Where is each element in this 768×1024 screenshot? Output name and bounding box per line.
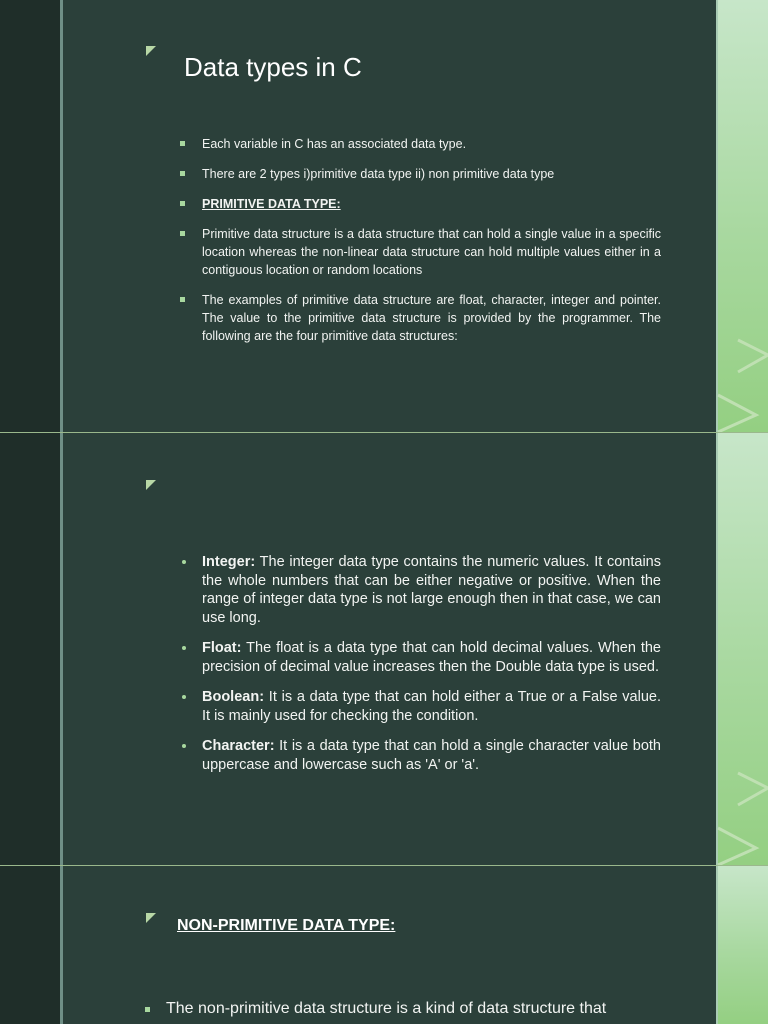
square-bullet-icon — [180, 201, 185, 206]
dot-bullet-icon — [182, 695, 186, 699]
list-item: There are 2 types i)primitive data type ii) non primitive data type — [180, 165, 661, 183]
left-stripe — [0, 866, 60, 1024]
dot-bullet-icon — [182, 560, 186, 564]
slide-flag-icon — [146, 46, 156, 56]
left-stripe — [0, 433, 60, 865]
primitive-heading: PRIMITIVE DATA TYPE: — [202, 197, 341, 211]
right-decor-stripe — [716, 433, 768, 865]
list-item: Primitive data structure is a data structure that can hold a single value in a specific location whereas the non-linear data structure can hold multiple values either in a contiguous location or random locations — [180, 225, 661, 279]
square-bullet-icon — [180, 141, 185, 146]
list-item: The non-primitive data structure is a kind of data structure that — [145, 999, 665, 1019]
slide-title: Data types in C — [184, 52, 362, 82]
list-item: Each variable in C has an associated data type. — [180, 135, 661, 153]
left-stripe — [0, 0, 60, 432]
slide-1 — [0, 0, 768, 432]
right-decor-stripe — [716, 0, 768, 432]
list-item: The examples of primitive data structure are float, character, integer and pointer. The value to the primitive data structure is provided by the programmer. The following are the four primitive data structures: — [180, 291, 661, 345]
list-item: Boolean: It is a data type that can hold either a True or a False value. It is mainly used for checking the condition. — [180, 688, 661, 725]
chevron-decor-icon — [716, 0, 768, 432]
left-stripe-line — [60, 433, 63, 865]
chevron-decor-icon — [716, 433, 768, 865]
square-bullet-icon — [145, 1007, 150, 1012]
right-decor-stripe — [716, 866, 768, 1024]
slide-flag-icon — [146, 913, 156, 923]
square-bullet-icon — [180, 171, 185, 176]
square-bullet-icon — [180, 297, 185, 302]
list-item: Float: The float is a data type that can hold decimal values. When the precision of decimal value increases then the Double data type is used. — [180, 639, 661, 676]
non-primitive-heading: NON-PRIMITIVE DATA TYPE: — [177, 917, 396, 934]
square-bullet-icon — [180, 231, 185, 236]
left-stripe-line — [60, 866, 63, 1024]
list-item: Character: It is a data type that can hold a single character value both uppercase and lowercase such as 'A' or 'a'. — [180, 737, 661, 774]
slide-1-bullet-list — [180, 135, 661, 357]
dot-bullet-icon — [182, 744, 186, 748]
left-stripe-line — [60, 0, 63, 432]
slide-flag-icon — [146, 480, 156, 490]
dot-bullet-icon — [182, 646, 186, 650]
primitive-types-list — [180, 553, 661, 786]
list-item: Integer: The integer data type contains the numeric values. It contains the whole numbers that can be either negative or positive. When the range of integer data type is not large enough then in that case, we can use long. — [180, 553, 661, 627]
list-item — [180, 195, 661, 213]
slide-3-bullet-list — [145, 999, 665, 1019]
